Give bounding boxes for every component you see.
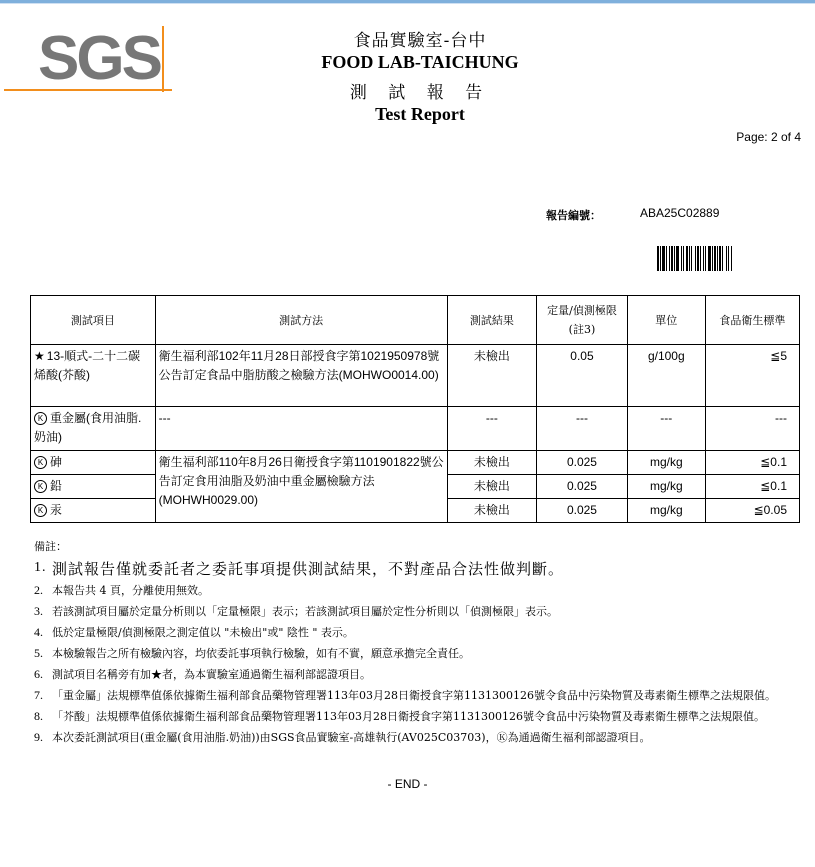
notes-title: 備註：	[34, 540, 67, 553]
header-standard: 食品衛生標準	[705, 296, 799, 345]
sgs-logo	[4, 26, 172, 92]
end-marker: - END -	[387, 777, 428, 791]
report-number-label: 報告編號：	[546, 209, 601, 222]
note-text: 若該測試項目屬於定量分析則以「定量極限」表示；若該測試項目屬於定性分析則以「偵測極限」表示。	[52, 605, 558, 618]
result-cell: 未檢出	[447, 451, 536, 475]
limit-cell: 0.025	[537, 475, 628, 499]
report-number: ABA25C02889	[640, 206, 720, 220]
item-cell	[31, 407, 156, 451]
note-text: 「重金屬」法規標準值係依據衛生福利部食品藥物管理署113年03月28日衛授食字第1131300126號令食品中污染物質及毒素衛生標準之法規限值。	[52, 689, 776, 702]
note-text: 測試項目名稱旁有加★者，為本實驗室通過衛生福利部認證項目。	[52, 668, 371, 681]
note-number: 6.	[34, 667, 43, 681]
note-text: 本檢驗報告之所有檢驗內容，均依委託事項執行檢驗，如有不實，願意承擔完全責任。	[52, 647, 470, 660]
limit-cell: ---	[537, 407, 628, 451]
note-item	[34, 667, 804, 682]
note-number: 8.	[34, 709, 43, 723]
note-text: 測試報告僅就委託者之委託事項提供測試結果，不對產品合法性做判斷。	[52, 560, 565, 578]
page-number: Page: 2 of 4	[736, 130, 801, 144]
barcode-bar	[732, 246, 733, 271]
note-number: 2.	[34, 583, 43, 597]
note-number: 4.	[34, 625, 43, 639]
unit-cell: g/100g	[627, 345, 705, 407]
star-icon: ★	[34, 349, 45, 363]
table-row	[31, 407, 800, 451]
item-cell	[31, 475, 156, 499]
results-table	[30, 295, 800, 523]
item-name: 13-順式-二十二碳烯酸(芥酸)	[34, 349, 141, 382]
note-item	[34, 604, 804, 619]
standard-cell: ---	[705, 407, 799, 451]
standard-cell: ≦0.1	[705, 475, 799, 499]
standard-cell: ≦0.1	[705, 451, 799, 475]
item-name: 重金屬(食用油脂.奶油)	[34, 411, 142, 444]
item-name: 砷	[50, 455, 63, 469]
header-unit: 單位	[627, 296, 705, 345]
item-name: 汞	[50, 503, 63, 517]
note-item	[34, 583, 804, 598]
item-cell	[31, 451, 156, 475]
note-text: 「芥酸」法規標準值係依據衛生福利部食品藥物管理署113年03月28日衛授食字第1131300126號令食品中污染物質及毒素衛生標準之法規限值。	[52, 710, 765, 723]
method-cell: 衛生福利部102年11月28日部授食字第1021950978號公告訂定食品中脂肪酸之檢驗方法(MOHWO0014.00)	[155, 345, 447, 407]
unit-cell: mg/kg	[627, 499, 705, 523]
header-item: 測試項目	[31, 296, 156, 345]
note-item	[34, 688, 804, 703]
note-text: 本次委託測試項目(重金屬(食用油脂.奶油))由SGS食品實驗室-高雄執行(AV025C03703)，Ⓚ為通過衛生福利部認證項目。	[52, 731, 651, 744]
note-item	[34, 625, 804, 640]
logo-vertical-line	[162, 26, 164, 92]
lab-name-cn: 食品實驗室-台中	[353, 31, 487, 51]
report-title-cn: 測 試 報 告	[349, 83, 491, 103]
method-cell: 衛生福利部110年8月26日衛授食字第1101901822號公告訂定食用油脂及奶油中重金屬檢驗方法(MOHWH0029.00)	[155, 451, 447, 523]
lab-name-en: FOOD LAB-TAICHUNG	[321, 52, 519, 72]
item-cell	[31, 499, 156, 523]
result-cell: 未檢出	[447, 345, 536, 407]
k-mark-icon: K	[34, 480, 47, 493]
k-mark-icon: K	[34, 412, 47, 425]
note-number: 5.	[34, 646, 43, 660]
note-number: 1.	[34, 560, 47, 575]
note-item	[34, 709, 804, 724]
header-limit: 定量/偵測極限(註3)	[537, 296, 628, 345]
note-number: 9.	[34, 730, 43, 744]
header-result: 測試結果	[447, 296, 536, 345]
logo-text: SGS	[38, 24, 160, 93]
notes-section	[34, 538, 804, 751]
note-item	[34, 562, 804, 577]
unit-cell: mg/kg	[627, 451, 705, 475]
k-mark-icon: K	[34, 456, 47, 469]
table-row	[31, 451, 800, 475]
note-item	[34, 730, 804, 745]
k-mark-icon: K	[34, 504, 47, 517]
header-method: 測試方法	[155, 296, 447, 345]
limit-cell: 0.05	[537, 345, 628, 407]
item-cell	[31, 345, 156, 407]
result-cell: 未檢出	[447, 475, 536, 499]
top-rule-light	[0, 3, 815, 4]
unit-cell: ---	[627, 407, 705, 451]
limit-cell: 0.025	[537, 451, 628, 475]
note-number: 7.	[34, 688, 43, 702]
note-text: 本報告共 4 頁，分離使用無效。	[52, 584, 209, 597]
item-name: 鉛	[50, 479, 63, 493]
result-cell: ---	[447, 407, 536, 451]
result-cell: 未檢出	[447, 499, 536, 523]
method-cell: ---	[155, 407, 447, 451]
note-number: 3.	[34, 604, 43, 618]
note-text: 低於定量極限/偵測極限之測定值以 "未檢出"或" 陰性 " 表示。	[52, 626, 354, 639]
note-item	[34, 646, 804, 661]
standard-cell: ≦0.05	[705, 499, 799, 523]
limit-cell: 0.025	[537, 499, 628, 523]
report-title-en: Test Report	[375, 104, 465, 124]
table-row	[31, 345, 800, 407]
table-header-row	[31, 296, 800, 345]
standard-cell: ≦5	[705, 345, 799, 407]
unit-cell: mg/kg	[627, 475, 705, 499]
barcode	[657, 246, 779, 271]
